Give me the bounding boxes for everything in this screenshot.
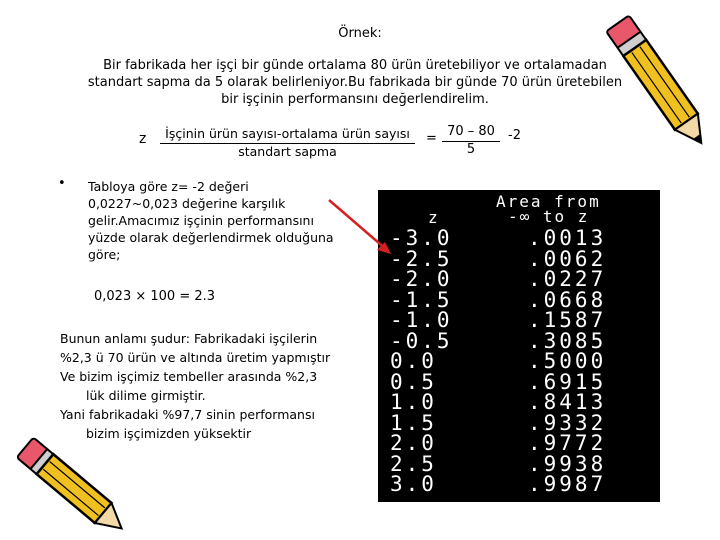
formula-denominator: standart sapma [238,144,337,159]
area-value: .8413 [528,390,607,414]
z-table-row [378,451,660,476]
explanation-paragraph [88,178,343,263]
z-value: -2.0 [390,267,453,291]
intro-paragraph [50,57,660,108]
area-value: .0062 [528,246,607,271]
conclusion-paragraph [60,329,350,443]
explanation-line: gelir.Amacımız işçinin performansını [88,213,314,228]
z-value: 0.5 [390,369,437,394]
z-value: 1.5 [390,410,437,435]
conclusion-line: bizim işçimizden yüksektir [86,426,252,441]
explanation-line: 0,0227~0,023 değerine karşılık [88,196,286,211]
z-table-header-area: Area from [496,192,601,211]
z-table-row [378,369,660,394]
z-table-row [378,226,660,250]
z-value: -2.5 [390,246,453,271]
z-value: 3.0 [390,472,437,496]
z-value: -1.0 [390,308,453,332]
conclusion-line: Yani fabrikadaki %97,7 sinin performansı [60,407,315,422]
z-value: 1.0 [390,390,437,414]
z-table-row [378,410,660,435]
z-table-row [378,472,660,496]
area-value: .1587 [528,308,607,332]
intro-line: Bir fabrikada her işçi bir günde ortalama 80 ürün üretebiliyor ve ortalamadan [103,58,607,73]
area-value: .0013 [528,226,607,250]
z-table-header-z: z [428,208,438,227]
z-table-row [378,328,660,353]
z-value: -0.5 [390,328,453,353]
z-table-row [378,267,660,291]
area-value: .9987 [528,472,607,496]
calculation-text: 0,023 × 100 = 2.3 [94,289,216,304]
red-arrow-icon [325,196,395,256]
conclusion-line: Ve bizim işçimiz tembeller arasında %2,3 [60,369,318,384]
z-value: 2.0 [390,431,437,455]
area-value: .3085 [528,328,607,353]
z-table-row [378,390,660,414]
z-value: -3.0 [390,226,453,250]
pencil-icon [604,4,716,164]
area-value: .0227 [528,267,607,291]
formula-denominator-values: 5 [466,142,476,157]
z-value: 0.0 [390,349,437,373]
z-table-row [378,308,660,332]
intro-line: standart sapma da 5 olarak belirleniyor.Bu fabrikada bir günde 70 ürün üretebilen [87,75,623,90]
bullet-icon: • [58,176,66,191]
slide-title: Örnek: [338,26,382,41]
area-value: .0668 [528,287,607,312]
z-table-header-range: -∞ to z [508,207,590,226]
formula-variable: z [139,131,147,147]
z-table-row [378,349,660,373]
area-value: .9332 [528,410,607,435]
z-value: 2.5 [390,451,437,476]
area-value: .6915 [528,369,607,394]
z-table-row [378,246,660,271]
z-table-row [378,431,660,455]
explanation-line: göre; [88,247,121,262]
explanation-line: yüzde olarak değerlendirmek olduğuna [88,230,334,245]
area-value: .5000 [528,349,607,373]
formula-numerator-values: 70 – 80 [447,124,495,139]
explanation-line: Tabloya göre z= -2 değeri [88,179,249,194]
z-table-row [378,287,660,312]
z-value: -1.5 [390,287,453,312]
conclusion-line: %2,3 ü 70 ürün ve altında üretim yapmıştır [60,350,331,365]
intro-line: bir işçinin performansını değerlendirelim. [221,92,489,107]
conclusion-line: Bunun anlamı şudur: Fabrikadaki işçilerin [60,331,318,346]
area-value: .9772 [528,431,607,455]
pencil-icon [2,436,140,536]
formula-numerator: İşçinin ürün sayısı-ortalama ürün sayısı [165,126,410,141]
area-value: .9938 [528,451,607,476]
formula-result: -2 [508,128,521,143]
formula-equals: = [426,131,437,146]
z-table-body [378,226,660,496]
conclusion-line: lük dilime girmiştir. [86,388,206,403]
